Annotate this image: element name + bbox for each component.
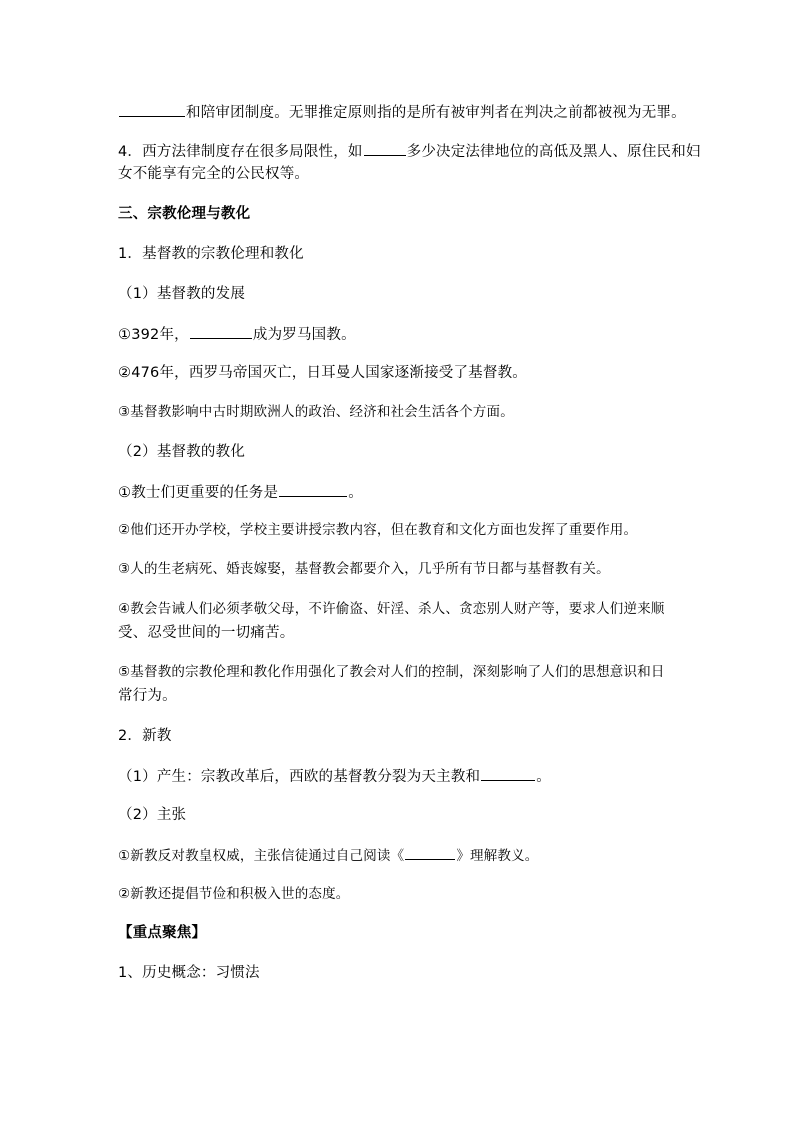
sub-item-heading [118,805,186,825]
text-line [118,963,260,983]
line-text: （1）产生：宗教改革后，西欧的基督教分裂为天主教和 [118,769,481,785]
line-text: 1、历史概念：习惯法 [118,965,260,981]
heading-text: 三、宗教伦理与教化 [118,206,251,222]
section-heading [118,204,250,224]
text-line [118,402,514,422]
text-line [118,623,294,643]
line-text: ②新教还提倡节俭和积极入世的态度。 [118,886,350,902]
text-line [118,481,363,503]
line-text: ①新教反对教皇权威，主张信徒通过自己阅读《 [118,848,405,864]
line-text: 女不能享有完全的公民权等。 [118,166,310,182]
fill-in-blank[interactable] [119,101,185,117]
heading-text: 【重点聚焦】 [118,925,207,941]
line-text: 4．西方法律制度存在很多局限性，如 [118,144,363,160]
sub-item-heading [118,284,245,304]
line-text: ②他们还开办学校，学校主要讲授宗教内容，但在教育和文化方面也发挥了重要作用。 [118,522,638,538]
line-text: ③人的生老病死、婚丧嫁娶，基督教会都要介入，几乎所有节日都与基督教有关。 [118,561,610,577]
text-line [118,101,686,123]
text-line [118,363,527,383]
line-text: 。 [348,485,363,501]
text-line [118,323,356,345]
line-text: 和陪审团制度。无罪推定原则指的是所有被审判者在判决之前都被视为无罪。 [186,105,686,121]
line-text: ②476年，西罗马帝国灭亡，日耳曼人国家逐渐接受了基督教。 [118,365,527,381]
line-text: ①392年， [118,327,189,343]
text-line [118,884,350,904]
line-text: ④教会告诫人们必须孝敬父母，不许偷盗、奸淫、杀人、贪恋别人财产等，要求人们逆来顺 [118,601,665,617]
fill-in-blank[interactable] [405,844,455,860]
text-line [118,662,665,682]
subsection-heading [118,244,304,264]
text-line [118,686,177,706]
line-text: ⑤基督教的宗教伦理和教化作用强化了教会对人们的控制，深刻影响了人们的思想意识和日 [118,664,665,680]
text-line [118,559,610,579]
fill-in-blank[interactable] [279,481,347,497]
sub-item-heading [118,442,245,462]
line-text: 。 [536,769,551,785]
line-text: （1）基督教的发展 [118,286,246,302]
text-line [118,765,551,787]
line-text: ①教士们更重要的任务是 [118,485,279,501]
line-text: （2）主张 [118,807,187,823]
line-text: 1．基督教的宗教伦理和教化 [118,246,304,262]
text-line [118,140,701,162]
line-text: 受、忍受世间的一切痛苦。 [118,625,295,641]
text-line [118,164,309,184]
subsection-heading [118,726,172,746]
line-text: 成为罗马国教。 [252,327,356,343]
text-line [118,844,539,866]
line-text: 》理解教义。 [456,848,539,864]
text-line [118,599,665,619]
line-text: 多少决定法律地位的高低及黑人、原住民和妇 [406,144,701,160]
fill-in-blank[interactable] [190,323,252,339]
line-text: 常行为。 [118,688,177,704]
line-text: （2）基督教的教化 [118,444,246,460]
line-text: 2．新教 [118,728,172,744]
line-text: ③基督教影响中古时期欧洲人的政治、经济和社会生活各个方面。 [118,404,514,420]
text-line [118,520,637,540]
section-heading [118,923,206,943]
fill-in-blank[interactable] [481,765,535,781]
fill-in-blank[interactable] [364,140,406,156]
